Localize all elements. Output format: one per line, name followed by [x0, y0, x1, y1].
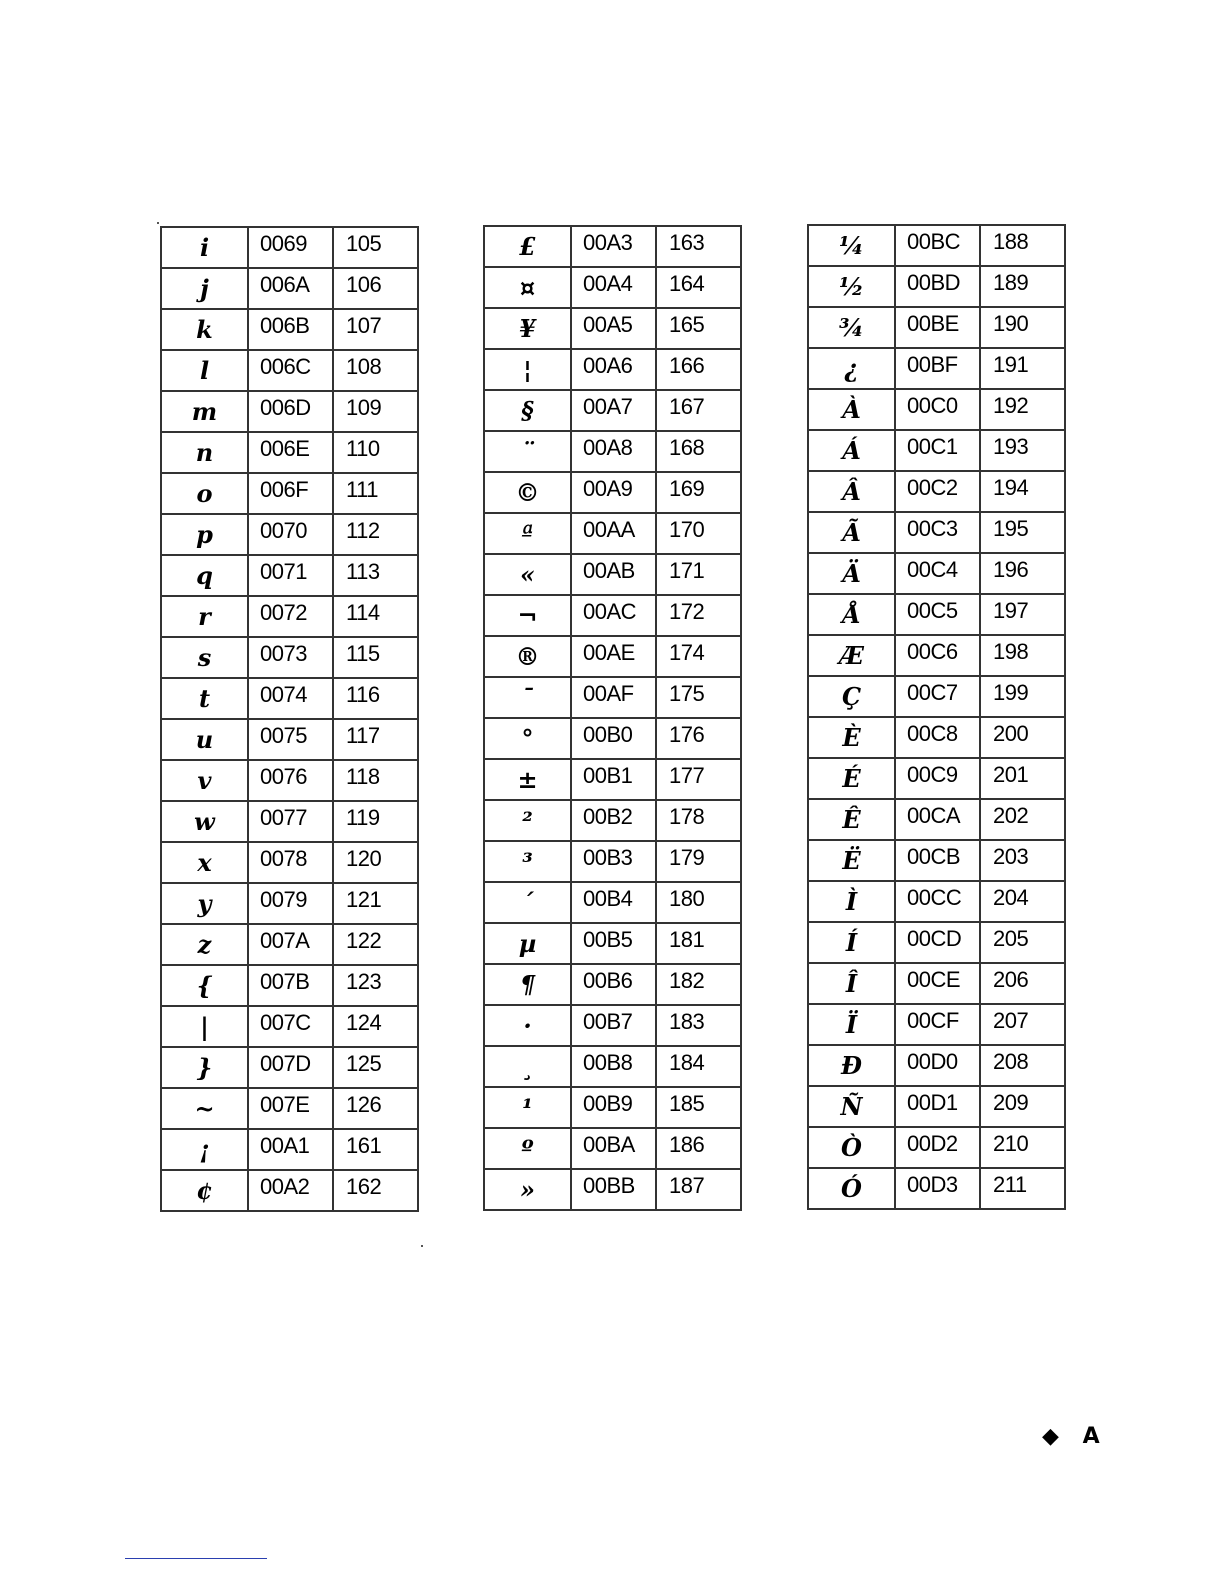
decimal-code-cell: 200	[980, 717, 1065, 758]
hex-code-cell: 00D3	[895, 1168, 980, 1209]
decimal-code-cell: 109	[333, 391, 418, 432]
glyph-cell: Ë	[808, 840, 895, 881]
glyph-cell: ½	[808, 266, 895, 307]
glyph-cell: z	[161, 924, 248, 965]
hex-code-cell: 00A5	[571, 308, 656, 349]
table-row	[808, 594, 1065, 635]
table-row	[484, 349, 741, 390]
glyph-cell: ¨	[484, 431, 571, 472]
table-row	[161, 637, 418, 678]
glyph-cell: ¸	[484, 1046, 571, 1087]
hex-code-cell: 00B1	[571, 759, 656, 800]
glyph-cell: ¦	[484, 349, 571, 390]
decimal-code-cell: 179	[656, 841, 741, 882]
decimal-code-cell: 209	[980, 1086, 1065, 1127]
hex-code-cell: 007B	[248, 965, 333, 1006]
decimal-code-cell: 162	[333, 1170, 418, 1211]
hex-code-cell: 00D1	[895, 1086, 980, 1127]
glyph-cell: y	[161, 883, 248, 924]
hex-code-cell: 00BC	[895, 225, 980, 266]
character-table-3	[807, 224, 1066, 1210]
glyph-cell: Ç	[808, 676, 895, 717]
decimal-code-cell: 192	[980, 389, 1065, 430]
table-row	[808, 1127, 1065, 1168]
hex-code-cell: 006B	[248, 309, 333, 350]
corner-mark	[421, 1245, 423, 1247]
table-row	[808, 676, 1065, 717]
decimal-code-cell: 120	[333, 842, 418, 883]
hex-code-cell: 00A6	[571, 349, 656, 390]
table-row	[484, 226, 741, 267]
decimal-code-cell: 121	[333, 883, 418, 924]
glyph-cell: Ò	[808, 1127, 895, 1168]
table-row	[484, 636, 741, 677]
decimal-code-cell: 165	[656, 308, 741, 349]
glyph-cell: Á	[808, 430, 895, 471]
glyph-cell: ·	[484, 1005, 571, 1046]
table-row	[808, 758, 1065, 799]
glyph-cell: ²	[484, 800, 571, 841]
hex-code-cell: 00C2	[895, 471, 980, 512]
hex-code-cell: 00C9	[895, 758, 980, 799]
glyph-cell: ¾	[808, 307, 895, 348]
hex-code-cell: 00D0	[895, 1045, 980, 1086]
decimal-code-cell: 178	[656, 800, 741, 841]
decimal-code-cell: 105	[333, 227, 418, 268]
decimal-code-cell: 187	[656, 1169, 741, 1210]
decimal-code-cell: 196	[980, 553, 1065, 594]
glyph-cell: ~	[161, 1088, 248, 1129]
hex-code-cell: 00B4	[571, 882, 656, 923]
hex-code-cell: 00B6	[571, 964, 656, 1005]
table-row	[161, 924, 418, 965]
hex-code-cell: 00AC	[571, 595, 656, 636]
character-table-1	[160, 226, 419, 1212]
table-row	[484, 513, 741, 554]
hex-code-cell: 00CE	[895, 963, 980, 1004]
table-row	[808, 307, 1065, 348]
decimal-code-cell: 185	[656, 1087, 741, 1128]
glyph-cell: s	[161, 637, 248, 678]
hex-code-cell: 00BB	[571, 1169, 656, 1210]
table-row	[808, 389, 1065, 430]
glyph-cell: x	[161, 842, 248, 883]
table-row	[808, 512, 1065, 553]
hex-code-cell: 0078	[248, 842, 333, 883]
hex-code-cell: 00BF	[895, 348, 980, 389]
table-row	[808, 430, 1065, 471]
hex-code-cell: 0072	[248, 596, 333, 637]
hex-code-cell: 00A3	[571, 226, 656, 267]
decimal-code-cell: 180	[656, 882, 741, 923]
hex-code-cell: 0070	[248, 514, 333, 555]
decimal-code-cell: 171	[656, 554, 741, 595]
hex-code-cell: 006F	[248, 473, 333, 514]
glyph-cell: {	[161, 965, 248, 1006]
decimal-code-cell: 169	[656, 472, 741, 513]
hex-code-cell: 00AE	[571, 636, 656, 677]
table-row	[161, 1006, 418, 1047]
glyph-cell: É	[808, 758, 895, 799]
decimal-code-cell: 176	[656, 718, 741, 759]
table-row	[484, 431, 741, 472]
hex-code-cell: 0073	[248, 637, 333, 678]
table-row	[161, 309, 418, 350]
glyph-cell: Í	[808, 922, 895, 963]
decimal-code-cell: 123	[333, 965, 418, 1006]
glyph-cell: Æ	[808, 635, 895, 676]
table-row	[484, 390, 741, 431]
decimal-code-cell: 181	[656, 923, 741, 964]
glyph-cell: Ã	[808, 512, 895, 553]
glyph-cell: Î	[808, 963, 895, 1004]
glyph-cell: n	[161, 432, 248, 473]
glyph-cell: ¡	[161, 1129, 248, 1170]
glyph-cell: ¬	[484, 595, 571, 636]
glyph-cell: °	[484, 718, 571, 759]
hex-code-cell: 00B8	[571, 1046, 656, 1087]
glyph-cell: £	[484, 226, 571, 267]
decimal-code-cell: 195	[980, 512, 1065, 553]
decimal-code-cell: 164	[656, 267, 741, 308]
table-row	[161, 965, 418, 1006]
glyph-cell: ¿	[808, 348, 895, 389]
decimal-code-cell: 198	[980, 635, 1065, 676]
table-row	[161, 350, 418, 391]
glyph-cell: q	[161, 555, 248, 596]
hex-code-cell: 00C5	[895, 594, 980, 635]
hex-code-cell: 00CF	[895, 1004, 980, 1045]
table-row	[161, 1088, 418, 1129]
decimal-code-cell: 119	[333, 801, 418, 842]
table-row	[161, 760, 418, 801]
glyph-cell: ¹	[484, 1087, 571, 1128]
table-row	[484, 677, 741, 718]
hex-code-cell: 00C3	[895, 512, 980, 553]
decimal-code-cell: 199	[980, 676, 1065, 717]
decimal-code-cell: 115	[333, 637, 418, 678]
glyph-cell: «	[484, 554, 571, 595]
glyph-cell: º	[484, 1128, 571, 1169]
decimal-code-cell: 183	[656, 1005, 741, 1046]
hex-code-cell: 00B2	[571, 800, 656, 841]
hex-code-cell: 0076	[248, 760, 333, 801]
table-row	[808, 1045, 1065, 1086]
glyph-cell: ¥	[484, 308, 571, 349]
table-row	[808, 348, 1065, 389]
hex-code-cell: 007A	[248, 924, 333, 965]
hex-code-cell: 006D	[248, 391, 333, 432]
decimal-code-cell: 106	[333, 268, 418, 309]
glyph-cell: ¶	[484, 964, 571, 1005]
hex-code-cell: 00A4	[571, 267, 656, 308]
table-row	[484, 554, 741, 595]
hex-code-cell: 00CB	[895, 840, 980, 881]
hex-code-cell: 006A	[248, 268, 333, 309]
decimal-code-cell: 122	[333, 924, 418, 965]
hex-code-cell: 006C	[248, 350, 333, 391]
decimal-code-cell: 188	[980, 225, 1065, 266]
table-row	[161, 514, 418, 555]
glyph-cell: Ó	[808, 1168, 895, 1209]
glyph-cell: ±	[484, 759, 571, 800]
table-row	[808, 266, 1065, 307]
glyph-cell: Â	[808, 471, 895, 512]
glyph-cell: Ä	[808, 553, 895, 594]
decimal-code-cell: 126	[333, 1088, 418, 1129]
decimal-code-cell: 211	[980, 1168, 1065, 1209]
glyph-cell: »	[484, 1169, 571, 1210]
table-row	[808, 1004, 1065, 1045]
table-row	[484, 718, 741, 759]
hex-code-cell: 00C8	[895, 717, 980, 758]
table-row	[808, 1168, 1065, 1209]
table-row	[484, 841, 741, 882]
glyph-cell: Ê	[808, 799, 895, 840]
glyph-cell: ¯	[484, 677, 571, 718]
glyph-cell: }	[161, 1047, 248, 1088]
decimal-code-cell: 210	[980, 1127, 1065, 1168]
decimal-code-cell: 193	[980, 430, 1065, 471]
hex-code-cell: 00A7	[571, 390, 656, 431]
decimal-code-cell: 191	[980, 348, 1065, 389]
decimal-code-cell: 163	[656, 226, 741, 267]
decimal-code-cell: 207	[980, 1004, 1065, 1045]
table-row	[808, 225, 1065, 266]
decimal-code-cell: 117	[333, 719, 418, 760]
decimal-code-cell: 205	[980, 922, 1065, 963]
glyph-cell: Ð	[808, 1045, 895, 1086]
decimal-code-cell: 197	[980, 594, 1065, 635]
hex-code-cell: 00B9	[571, 1087, 656, 1128]
decimal-code-cell: 201	[980, 758, 1065, 799]
table-row	[808, 471, 1065, 512]
table-row	[484, 964, 741, 1005]
table-row	[161, 555, 418, 596]
hex-code-cell: 00CA	[895, 799, 980, 840]
glyph-cell: t	[161, 678, 248, 719]
glyph-cell: u	[161, 719, 248, 760]
footnote-separator-line	[125, 1558, 267, 1559]
glyph-cell: |	[161, 1006, 248, 1047]
table-row	[808, 963, 1065, 1004]
glyph-cell: Ì	[808, 881, 895, 922]
hex-code-cell: 00A8	[571, 431, 656, 472]
glyph-cell: j	[161, 268, 248, 309]
decimal-code-cell: 116	[333, 678, 418, 719]
glyph-cell: k	[161, 309, 248, 350]
table-row	[161, 391, 418, 432]
table-row	[808, 922, 1065, 963]
hex-code-cell: 00CC	[895, 881, 980, 922]
table-row	[161, 596, 418, 637]
table-row	[161, 842, 418, 883]
decimal-code-cell: 174	[656, 636, 741, 677]
table-row	[161, 432, 418, 473]
table-row	[484, 1169, 741, 1210]
hex-code-cell: 00B3	[571, 841, 656, 882]
decimal-code-cell: 108	[333, 350, 418, 391]
table-row	[161, 1129, 418, 1170]
hex-code-cell: 00C4	[895, 553, 980, 594]
glyph-cell: o	[161, 473, 248, 514]
glyph-cell: m	[161, 391, 248, 432]
hex-code-cell: 00B5	[571, 923, 656, 964]
hex-code-cell: 0071	[248, 555, 333, 596]
glyph-cell: v	[161, 760, 248, 801]
glyph-cell: ³	[484, 841, 571, 882]
table-row	[161, 1170, 418, 1211]
decimal-code-cell: 168	[656, 431, 741, 472]
table-row	[161, 678, 418, 719]
decimal-code-cell: 203	[980, 840, 1065, 881]
table-row	[808, 553, 1065, 594]
decimal-code-cell: 161	[333, 1129, 418, 1170]
decimal-code-cell: 166	[656, 349, 741, 390]
decimal-code-cell: 112	[333, 514, 418, 555]
glyph-cell: p	[161, 514, 248, 555]
table-row	[161, 268, 418, 309]
table-row	[161, 801, 418, 842]
decimal-code-cell: 110	[333, 432, 418, 473]
decimal-code-cell: 204	[980, 881, 1065, 922]
glyph-cell: Ñ	[808, 1086, 895, 1127]
hex-code-cell: 00A9	[571, 472, 656, 513]
table-row	[808, 1086, 1065, 1127]
hex-code-cell: 00C1	[895, 430, 980, 471]
table-row	[484, 882, 741, 923]
decimal-code-cell: 172	[656, 595, 741, 636]
hex-code-cell: 0079	[248, 883, 333, 924]
glyph-cell: ©	[484, 472, 571, 513]
decimal-code-cell: 167	[656, 390, 741, 431]
decimal-code-cell: 111	[333, 473, 418, 514]
decimal-code-cell: 206	[980, 963, 1065, 1004]
glyph-cell: ´	[484, 882, 571, 923]
hex-code-cell: 0069	[248, 227, 333, 268]
decimal-code-cell: 182	[656, 964, 741, 1005]
decimal-code-cell: 175	[656, 677, 741, 718]
hex-code-cell: 00B0	[571, 718, 656, 759]
glyph-cell: ª	[484, 513, 571, 554]
hex-code-cell: 0075	[248, 719, 333, 760]
glyph-cell: Å	[808, 594, 895, 635]
hex-code-cell: 00C6	[895, 635, 980, 676]
hex-code-cell: 00BE	[895, 307, 980, 348]
table-row	[484, 800, 741, 841]
table-row	[808, 881, 1065, 922]
corner-mark	[157, 222, 159, 224]
hex-code-cell: 00BA	[571, 1128, 656, 1169]
hex-code-cell: 00BD	[895, 266, 980, 307]
table-row	[808, 840, 1065, 881]
table-row	[808, 799, 1065, 840]
decimal-code-cell: 184	[656, 1046, 741, 1087]
table-row	[484, 1128, 741, 1169]
table-row	[484, 472, 741, 513]
hex-code-cell: 006E	[248, 432, 333, 473]
hex-code-cell: 00CD	[895, 922, 980, 963]
table-row	[484, 308, 741, 349]
glyph-cell: Ï	[808, 1004, 895, 1045]
hex-code-cell: 00AF	[571, 677, 656, 718]
glyph-cell: §	[484, 390, 571, 431]
hex-code-cell: 00C0	[895, 389, 980, 430]
table-row	[484, 1005, 741, 1046]
glyph-cell: µ	[484, 923, 571, 964]
decimal-code-cell: 125	[333, 1047, 418, 1088]
table-row	[484, 1046, 741, 1087]
glyph-cell: ¼	[808, 225, 895, 266]
glyph-cell: i	[161, 227, 248, 268]
table-row	[484, 759, 741, 800]
table-row	[484, 595, 741, 636]
hex-code-cell: 00AB	[571, 554, 656, 595]
hex-code-cell: 00A2	[248, 1170, 333, 1211]
hex-code-cell: 00A1	[248, 1129, 333, 1170]
decimal-code-cell: 202	[980, 799, 1065, 840]
table-row	[484, 1087, 741, 1128]
table-row	[808, 635, 1065, 676]
hex-code-cell: 00C7	[895, 676, 980, 717]
hex-code-cell: 007D	[248, 1047, 333, 1088]
decimal-code-cell: 114	[333, 596, 418, 637]
decimal-code-cell: 124	[333, 1006, 418, 1047]
glyph-cell: ¢	[161, 1170, 248, 1211]
decimal-code-cell: 113	[333, 555, 418, 596]
decimal-code-cell: 170	[656, 513, 741, 554]
table-row	[161, 1047, 418, 1088]
decimal-code-cell: 190	[980, 307, 1065, 348]
hex-code-cell: 007C	[248, 1006, 333, 1047]
appendix-mark: ◆ A	[1042, 1424, 1108, 1449]
decimal-code-cell: 186	[656, 1128, 741, 1169]
decimal-code-cell: 208	[980, 1045, 1065, 1086]
glyph-cell: r	[161, 596, 248, 637]
hex-code-cell: 007E	[248, 1088, 333, 1129]
glyph-cell: ®	[484, 636, 571, 677]
table-row	[161, 883, 418, 924]
table-row	[161, 473, 418, 514]
glyph-cell: À	[808, 389, 895, 430]
decimal-code-cell: 177	[656, 759, 741, 800]
character-table-2	[483, 225, 742, 1211]
glyph-cell: È	[808, 717, 895, 758]
table-row	[808, 717, 1065, 758]
hex-code-cell: 0074	[248, 678, 333, 719]
decimal-code-cell: 118	[333, 760, 418, 801]
decimal-code-cell: 194	[980, 471, 1065, 512]
glyph-cell: w	[161, 801, 248, 842]
table-row	[484, 923, 741, 964]
decimal-code-cell: 107	[333, 309, 418, 350]
table-row	[161, 227, 418, 268]
hex-code-cell: 00D2	[895, 1127, 980, 1168]
table-row	[484, 267, 741, 308]
decimal-code-cell: 189	[980, 266, 1065, 307]
glyph-cell: l	[161, 350, 248, 391]
glyph-cell: ¤	[484, 267, 571, 308]
hex-code-cell: 00AA	[571, 513, 656, 554]
table-row	[161, 719, 418, 760]
hex-code-cell: 00B7	[571, 1005, 656, 1046]
hex-code-cell: 0077	[248, 801, 333, 842]
